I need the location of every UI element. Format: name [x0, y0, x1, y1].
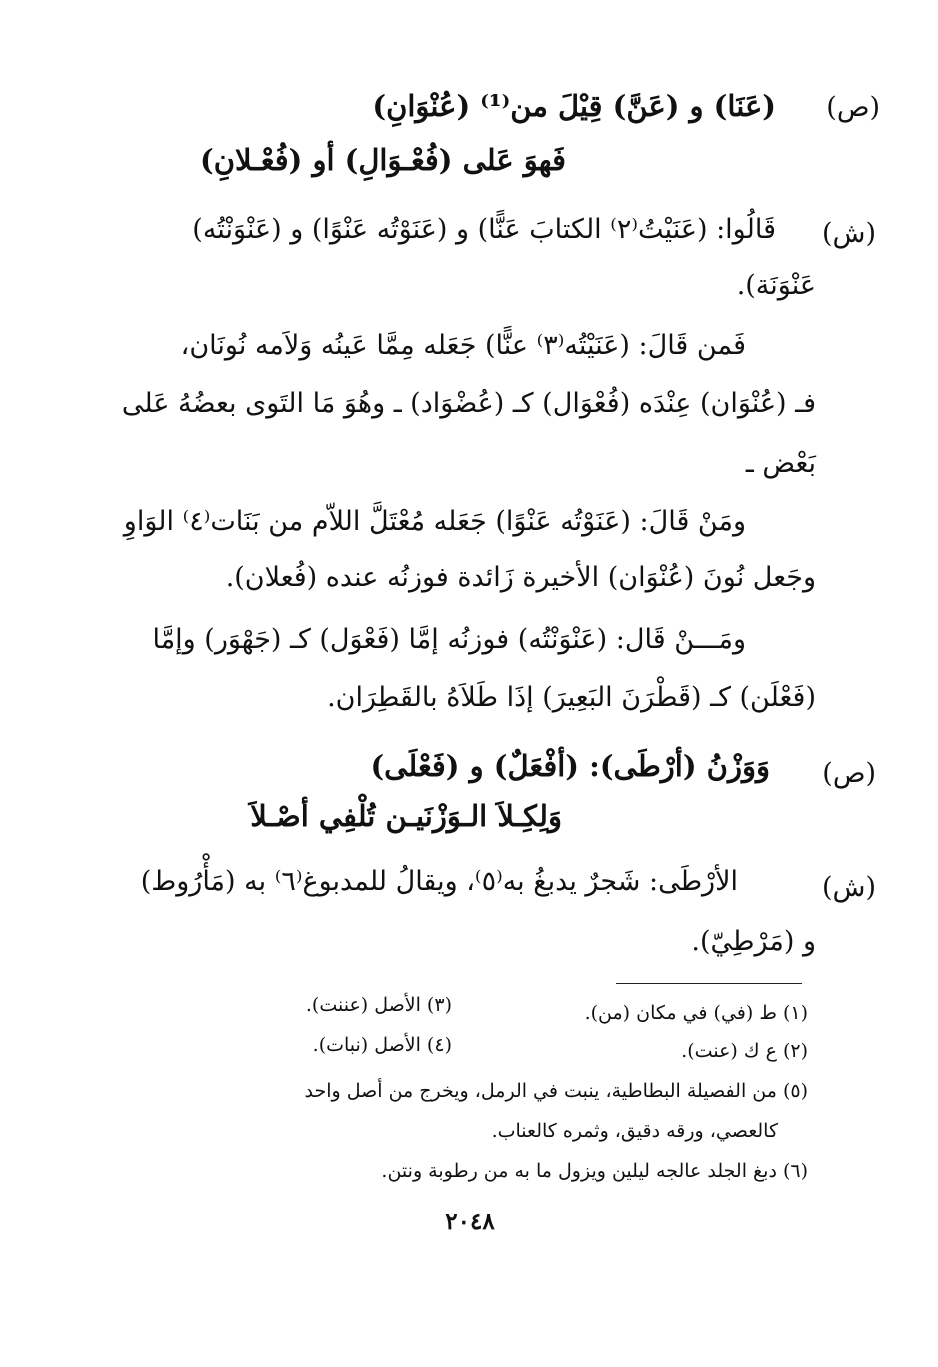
commentary-line: بَعْض ـ	[745, 448, 816, 479]
footnote: كالعصي، ورقه دقيق، وثمره كالعناب.	[491, 1120, 778, 1142]
footnote: (٣) الأصل (عننت).	[305, 994, 452, 1016]
commentary-marker: (ش)	[821, 872, 876, 903]
verse-marker: (ص)	[826, 92, 880, 123]
footnote: (٥) من الفصيلة البطاطية، ينبت في الرمل، ويخرج من أصل واحد	[304, 1080, 808, 1102]
commentary-line: قَالُوا: (عَنَيْتُ⁽٢⁾ الكتابَ عَنًّا) و (عَنَوْتُه عَنْوًا) و (عَنْوَنْتُه)	[192, 214, 776, 245]
commentary-marker: (ش)	[821, 218, 876, 249]
commentary-line: وجَعل نُونَ (عُنْوَان) الأخيرة زَائدة فوزنُه عنده (فُعلان).	[225, 562, 816, 593]
verse-line: (عَنَا) و (عَنَّ) قِيْلَ من⁽¹⁾ (عُنْوَانِ)	[372, 89, 776, 123]
footnote: (٦) دبغ الجلد عالجه ليلين ويزول ما به من رطوبة ونتن.	[381, 1160, 808, 1182]
footnote: (٤) الأصل (نبات).	[312, 1034, 452, 1056]
commentary-line: ومَـــنْ قَال: (عَنْوَنْتُه) فوزنُه إمَّا (فَعْوَل) كـ (جَهْوَر) وإمَّا	[152, 624, 746, 655]
verse-line: وَلِكِـلاَ الـوَزْنَيـن تُلْفِي أصْـلاَ	[250, 799, 562, 833]
verse-line: فَهوَ عَلى (فُعْـوَالِ) أو (فُعْـلانِ)	[199, 143, 566, 177]
footnote-divider	[616, 983, 802, 984]
commentary-line: ومَنْ قَالَ: (عَنَوْتُه عَنْوًا) جَعَله مُعْتَلَّ اللاّم من بَنَات⁽٤⁾ الوَاوِ	[123, 506, 746, 537]
commentary-line: و (مَرْطِيّ).	[691, 926, 816, 957]
commentary-line: فَمن قَالَ: (عَنَيْتُه⁽٣⁾ عنًّا) جَعَله مِمَّا عَينُه وَلاَمه نُونَان،	[180, 330, 746, 361]
commentary-line: الأرْطَى: شَجرٌ يدبغُ به⁽٥⁾، ويقالُ للمدبوغ⁽٦⁾ به (مَأْرُوط)	[140, 866, 738, 897]
footnote: (١) ط (في) في مكان (من).	[584, 1002, 808, 1024]
footnote: (٢) ع ك (عنت).	[681, 1040, 808, 1062]
page-number: ٢٠٤٨	[445, 1208, 495, 1235]
commentary-line: عَنْوَنَة).	[736, 270, 816, 301]
commentary-line: فـ (عُنْوَان) عِنْدَه (فُعْوَال) كـ (عُضْوَاد) ـ وهُوَ مَا التَوى بعضُهُ عَلى	[121, 388, 816, 419]
verse-marker: (ص)	[822, 758, 876, 789]
verse-line: وَوَزْنُ (أرْطَى): (أفْعَلٌ) و (فَعْلَى)	[370, 749, 770, 783]
commentary-line: (فَعْلَن) كـ (قَطْرَنَ البَعِيرَ) إذَا طَلاَهُ بالقَطِرَان.	[327, 682, 816, 713]
